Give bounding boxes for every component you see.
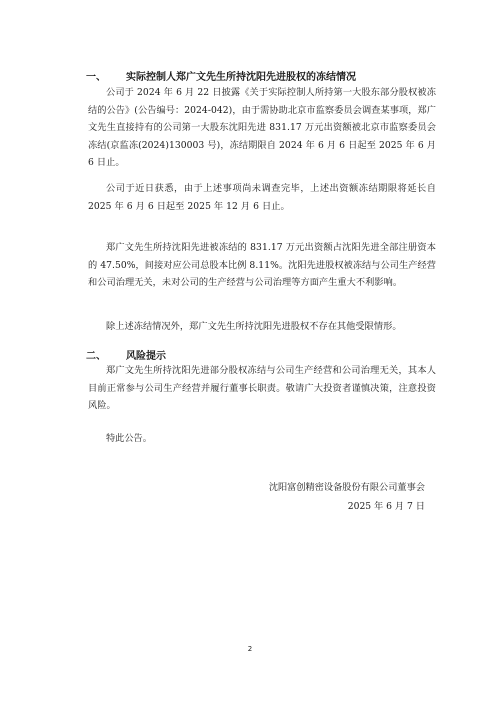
section-number: 二、: [86, 351, 106, 362]
paragraph: 郑广文先生所持沈阳先进被冻结的 831.17 万元出资额占沈阳先进全部注册资本的 47.50%，间接对应公司总股本比例 8.11%。沈阳先进股权被冻结与公司生产经营和公司治理无关，未对公司的生产经营与公司治理等方面产生重大不利影响。: [88, 242, 436, 289]
paragraph: 郑广文先生所持沈阳先进部分股权冻结与公司生产经营和公司治理无关，其本人目前正常参与公司生产经营并履行董事长职责。敬请广大投资者谨慎决策，注意投资风险。: [88, 365, 436, 412]
page-number: 2: [247, 645, 253, 653]
paragraph: 公司于近日获悉，由于上述事项尚未调查完毕，上述出资额冻结期限将延长自 2025 年 6 月 6 日起至 2025 年 12 月 6 日止。: [88, 183, 436, 212]
paragraph: 除上述冻结情况外，郑广文先生所持沈阳先进股权不存在其他受限情形。: [106, 321, 402, 332]
signature-date: 2025 年 6 月 7 日: [347, 501, 425, 512]
signature-company: 沈阳富创精密设备股份有限公司董事会: [268, 482, 425, 493]
section-number: 一、: [86, 72, 106, 83]
section-heading-1: [86, 68, 356, 83]
paragraph: 公司于 2024 年 6 月 22 日披露《关于实际控制人所持第一大股东部分股权被冻结的公告》(公告编号：2024-042)，由于需协助北京市监察委员会调查某事项，郑广文先生直接持有的公司第一大股东沈阳先进 831.17 万元出资额被北京市监察委员会冻结(京监冻(2024)130003 号)，冻结期限自 2024 年 6 月 6 日起至 2025 年 6 月 6 日止。: [88, 87, 436, 169]
section-title: 风险提示: [126, 351, 166, 362]
section-heading-2: [86, 347, 166, 362]
closing-statement: 特此公告。: [106, 433, 152, 444]
section-title: 实际控制人郑广文先生所持沈阳先进股权的冻结情况: [126, 72, 356, 83]
